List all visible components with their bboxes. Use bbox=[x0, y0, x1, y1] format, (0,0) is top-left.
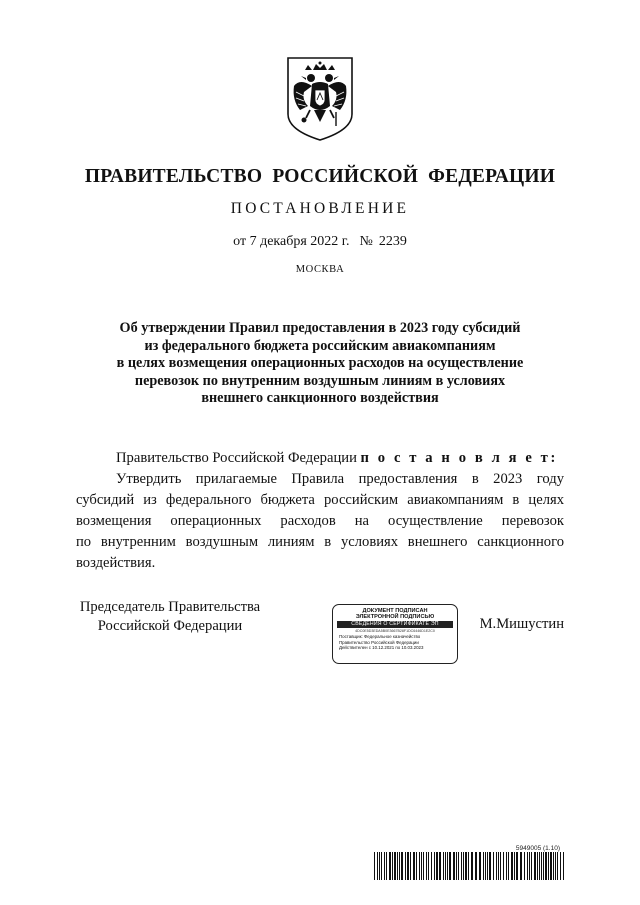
barcode-bar bbox=[475, 852, 477, 880]
barcode-icon bbox=[374, 852, 565, 880]
document-number: 2239 bbox=[378, 234, 407, 249]
barcode-bar bbox=[555, 852, 556, 880]
barcode-bar bbox=[407, 852, 409, 880]
barcode-bar bbox=[520, 852, 522, 880]
decree-intro bbox=[76, 448, 564, 469]
paragraph-line: возмещения операционных расходов на осуществление перевозок bbox=[76, 513, 564, 529]
government-title: ПРАВИТЕЛЬСТВО РОССИЙСКОЙ ФЕДЕРАЦИИ bbox=[84, 166, 556, 187]
barcode-bar bbox=[548, 852, 549, 880]
barcode-bar bbox=[405, 852, 406, 880]
barcode-bar bbox=[461, 852, 462, 880]
barcode-bar bbox=[493, 852, 494, 880]
stamp-owner: Правительство Российской Федерации bbox=[339, 639, 419, 645]
barcode-bar bbox=[423, 852, 424, 880]
barcode-bar bbox=[534, 852, 536, 880]
barcode-bar bbox=[381, 852, 382, 880]
signer-position bbox=[60, 598, 280, 636]
stamp-certificate-id: 4DC0E5D3EDA5B0E3667B28F1DC6446D1E2C0 bbox=[355, 629, 435, 634]
barcode-bar bbox=[421, 852, 422, 880]
barcode-bar bbox=[465, 852, 467, 880]
barcode-bar bbox=[485, 852, 486, 880]
barcode-bar bbox=[524, 852, 525, 880]
barcode-bar bbox=[483, 852, 484, 880]
barcode-bar bbox=[487, 852, 488, 880]
barcode-bar bbox=[389, 852, 391, 880]
document-type: ПОСТАНОВЛЕНИЕ bbox=[230, 200, 410, 217]
paragraph-line: Утвердить прилагаемые Правила предоставления в 2023 году bbox=[116, 471, 564, 487]
number-sign: № bbox=[359, 234, 373, 249]
barcode-bar bbox=[557, 852, 558, 880]
stamp-line: ДОКУМЕНТ ПОДПИСАН bbox=[362, 608, 428, 614]
barcode-bar bbox=[537, 852, 538, 880]
barcode-bar bbox=[377, 852, 378, 880]
electronic-signature-stamp bbox=[332, 604, 458, 664]
date-number-line bbox=[0, 234, 640, 250]
barcode-bar bbox=[500, 852, 501, 880]
barcode-bar bbox=[426, 852, 427, 880]
barcode-bar bbox=[458, 852, 459, 880]
city: МОСКВА bbox=[295, 264, 345, 275]
barcode-bar bbox=[397, 852, 398, 880]
barcode-bar bbox=[419, 852, 420, 880]
barcode-bar bbox=[541, 852, 542, 880]
barcode-bar bbox=[431, 852, 432, 880]
barcode-bar bbox=[503, 852, 504, 880]
barcode-bar bbox=[498, 852, 499, 880]
barcode-label: 5949005 (1.10) bbox=[515, 845, 560, 852]
document-body bbox=[76, 448, 564, 574]
barcode-bar bbox=[449, 852, 451, 880]
barcode-bar bbox=[410, 852, 411, 880]
barcode-bar bbox=[399, 852, 400, 880]
barcode-bar bbox=[401, 852, 403, 880]
document-heading bbox=[60, 320, 580, 408]
paragraph-line: по внутренним воздушным линиям в условиях внешнего санкционного bbox=[76, 534, 564, 550]
barcode-bar bbox=[443, 852, 444, 880]
barcode-bar bbox=[489, 852, 491, 880]
barcode-bar bbox=[436, 852, 438, 880]
barcode-bar bbox=[527, 852, 528, 880]
barcode-bar bbox=[374, 852, 375, 880]
heading-line: Об утверждении Правил предоставления в 2023 году субсидий bbox=[119, 320, 521, 336]
barcode-bar bbox=[434, 852, 435, 880]
barcode-bar bbox=[447, 852, 448, 880]
stamp-supplier: Поставщик: Федеральное казначейство bbox=[339, 634, 421, 640]
heading-line: в целях возмещения операционных расходов на осуществление bbox=[116, 355, 524, 371]
document-date: от 7 декабря 2022 г. bbox=[233, 234, 350, 249]
barcode-bar bbox=[384, 852, 385, 880]
barcode-bar bbox=[468, 852, 469, 880]
barcode-bar bbox=[543, 852, 544, 880]
barcode-bar bbox=[471, 852, 473, 880]
barcode-bar bbox=[550, 852, 552, 880]
barcode-bar bbox=[545, 852, 547, 880]
barcode-bar bbox=[392, 852, 393, 880]
barcode-bar bbox=[445, 852, 446, 880]
barcode-bar bbox=[560, 852, 561, 880]
barcode-bar bbox=[531, 852, 532, 880]
heading-line: внешнего санкционного воздействия bbox=[201, 390, 439, 406]
stamp-certificate-header: СВЕДЕНИЯ О СЕРТИФИКАТЕ ЭП bbox=[337, 621, 453, 628]
barcode-bar bbox=[563, 852, 564, 880]
barcode-bar bbox=[511, 852, 513, 880]
barcode-bar bbox=[506, 852, 507, 880]
barcode-bar bbox=[453, 852, 455, 880]
barcode-bar bbox=[394, 852, 396, 880]
intro-text: Правительство Российской Федерации bbox=[116, 450, 357, 466]
signer-position-line: Председатель Правительства bbox=[79, 599, 261, 615]
russian-coat-of-arms-icon bbox=[286, 56, 354, 142]
barcode-bar bbox=[539, 852, 540, 880]
barcode-bar bbox=[413, 852, 415, 880]
decree-word: п о с т а н о в л я е т: bbox=[360, 450, 558, 466]
barcode-bar bbox=[553, 852, 554, 880]
barcode-bar bbox=[428, 852, 429, 880]
stamp-line: ЭЛЕКТРОННОЙ ПОДПИСЬЮ bbox=[355, 614, 435, 621]
barcode-bar bbox=[379, 852, 380, 880]
barcode-bar bbox=[439, 852, 441, 880]
signer-position-line: Российской Федерации bbox=[97, 618, 243, 634]
barcode-bar bbox=[479, 852, 481, 880]
barcode-bar bbox=[496, 852, 497, 880]
paragraph-line: воздействия. bbox=[76, 555, 156, 571]
stamp-validity: Действителен с 10.12.2021 по 10.03.2023 bbox=[339, 645, 424, 651]
heading-line: перевозок по внутренним воздушным линиям в условиях bbox=[134, 372, 506, 389]
barcode-bar bbox=[416, 852, 417, 880]
barcode-bar bbox=[456, 852, 457, 880]
heading-line: из федерального бюджета российским авиакомпаниям bbox=[144, 337, 496, 354]
barcode-bar bbox=[386, 852, 387, 880]
barcode-bar bbox=[514, 852, 515, 880]
signer-name: М.Мишустин bbox=[479, 616, 564, 632]
barcode-bar bbox=[529, 852, 530, 880]
barcode-bar bbox=[463, 852, 464, 880]
paragraph-line: субсидий из федерального бюджета российским авиакомпаниям в целях bbox=[76, 492, 564, 508]
barcode-bar bbox=[508, 852, 509, 880]
barcode-bar bbox=[516, 852, 518, 880]
